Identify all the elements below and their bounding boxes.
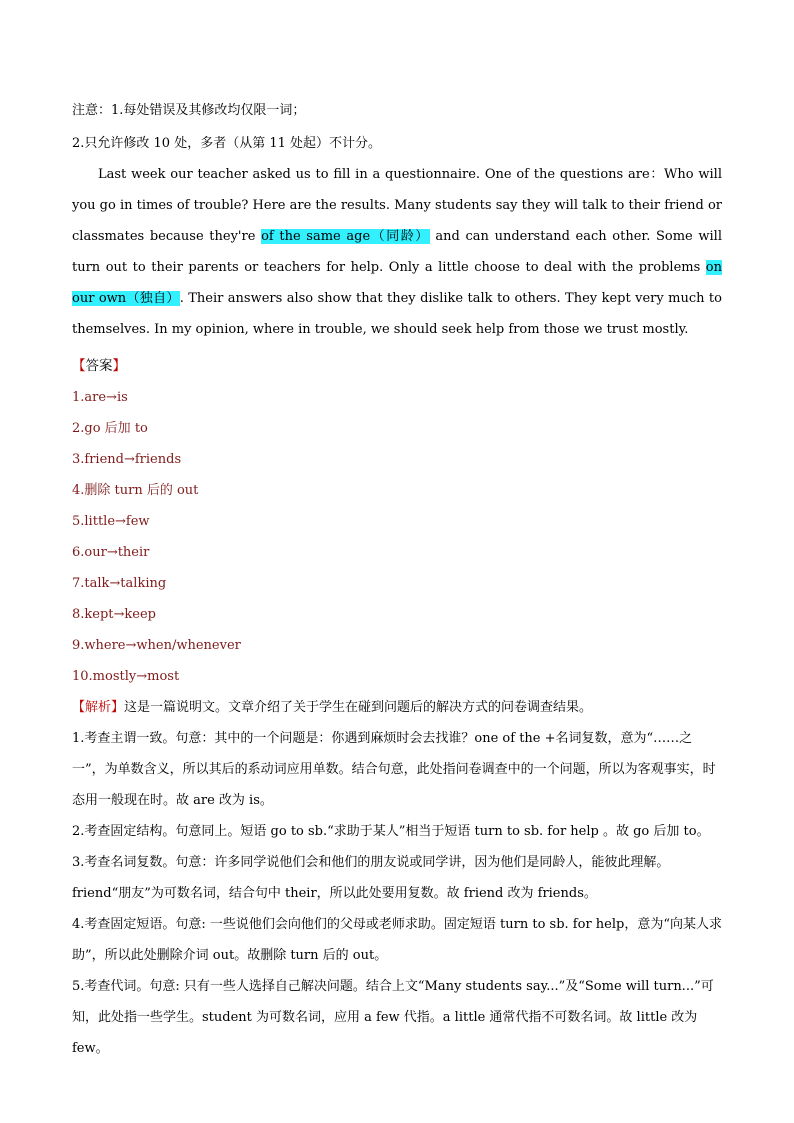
note-line-2: 2.只允许修改 10 处，多者（从第 11 处起）不计分。 [72, 136, 382, 151]
answer-item: 3.friend→friends [72, 452, 182, 467]
answer-item: 10.mostly→most [72, 669, 180, 684]
answer-list [72, 382, 722, 692]
answer-item: 4.删除 turn 后的 out [72, 483, 199, 498]
analysis-label: 【解析】 [72, 700, 125, 715]
highlight-same-age: of the same age（同龄） [261, 229, 430, 244]
analysis-item: 1.考查主谓一致。句意：其中的一个问题是：你遇到麻烦时会去找谁？one of the +名词复数，意为“……之一”，为单数含义，所以其后的系动词应用单数。结合句意，此处指问卷调查中的一个问题，所以为客观事实，时态用一般现在时。故 are 改为 is。 [72, 731, 716, 808]
answer-item: 2.go 后加 to [72, 421, 148, 436]
analysis-intro: 【解析】这是一篇说明文。文章介绍了关于学生在碰到问题后的解决方式的问卷调查结果。 [72, 700, 593, 715]
answer-item: 1.are→is [72, 390, 128, 405]
note-line-1: 注意：1.每处错误及其修改均仅限一词； [72, 103, 306, 118]
answer-label: 【答案】 [72, 358, 126, 374]
answer-item: 6.our→their [72, 545, 150, 560]
analysis-item: 4.考查固定短语。句意: 一些说他们会向他们的父母或老师求助。固定短语 turn to sb. for help，意为“向某人求助”，所以此处删除介词 out。故删除 turn 后的 out。 [72, 917, 722, 963]
passage-part-2: and can understand each other. Some will turn out to their parents or teachers for help. Only a little choose to deal with the problems [72, 229, 722, 275]
passage-part-1: Last week our teacher asked us to fill in a questionnaire. One of the questions are：Who will you go in times of trouble? Here are the results. Many students say they will talk to their friend or classmates because they're [72, 167, 722, 244]
answer-item: 7.talk→talking [72, 576, 167, 591]
answer-item: 9.where→when/whenever [72, 638, 241, 653]
passage-part-3: . Their answers also show that they dislike talk to others. They kept very much to themselves. In my opinion, where in trouble, we should seek help from those we trust mostly. [72, 291, 722, 337]
document-page [72, 100, 722, 1064]
analysis-item: 5.考查代词。句意: 只有一些人选择自己解决问题。结合上文“Many students say...”及“Some will turn...”可知，此处指一些学生。student 为可数名词，应用 a few 代指。a little 通常代指不可数名词。故 little 改为 few。 [72, 979, 714, 1056]
answer-item: 5.little→few [72, 514, 150, 529]
highlight-on-our-own: on our own（独自） [72, 260, 722, 306]
answer-item: 8.kept→keep [72, 607, 156, 622]
passage [72, 159, 722, 345]
analysis-item: 3.考查名词复数。句意：许多同学说他们会和他们的朋友说或同学讲，因为他们是同龄人，能彼此理解。friend“朋友”为可数名词，结合句中 their，所以此处要用复数。故 friend 改为 friends。 [72, 855, 670, 901]
analysis-item: 2.考查固定结构。句意同上。短语 go to sb.“求助于某人”相当于短语 turn to sb. for help 。故 go 后加 to。 [72, 824, 710, 839]
